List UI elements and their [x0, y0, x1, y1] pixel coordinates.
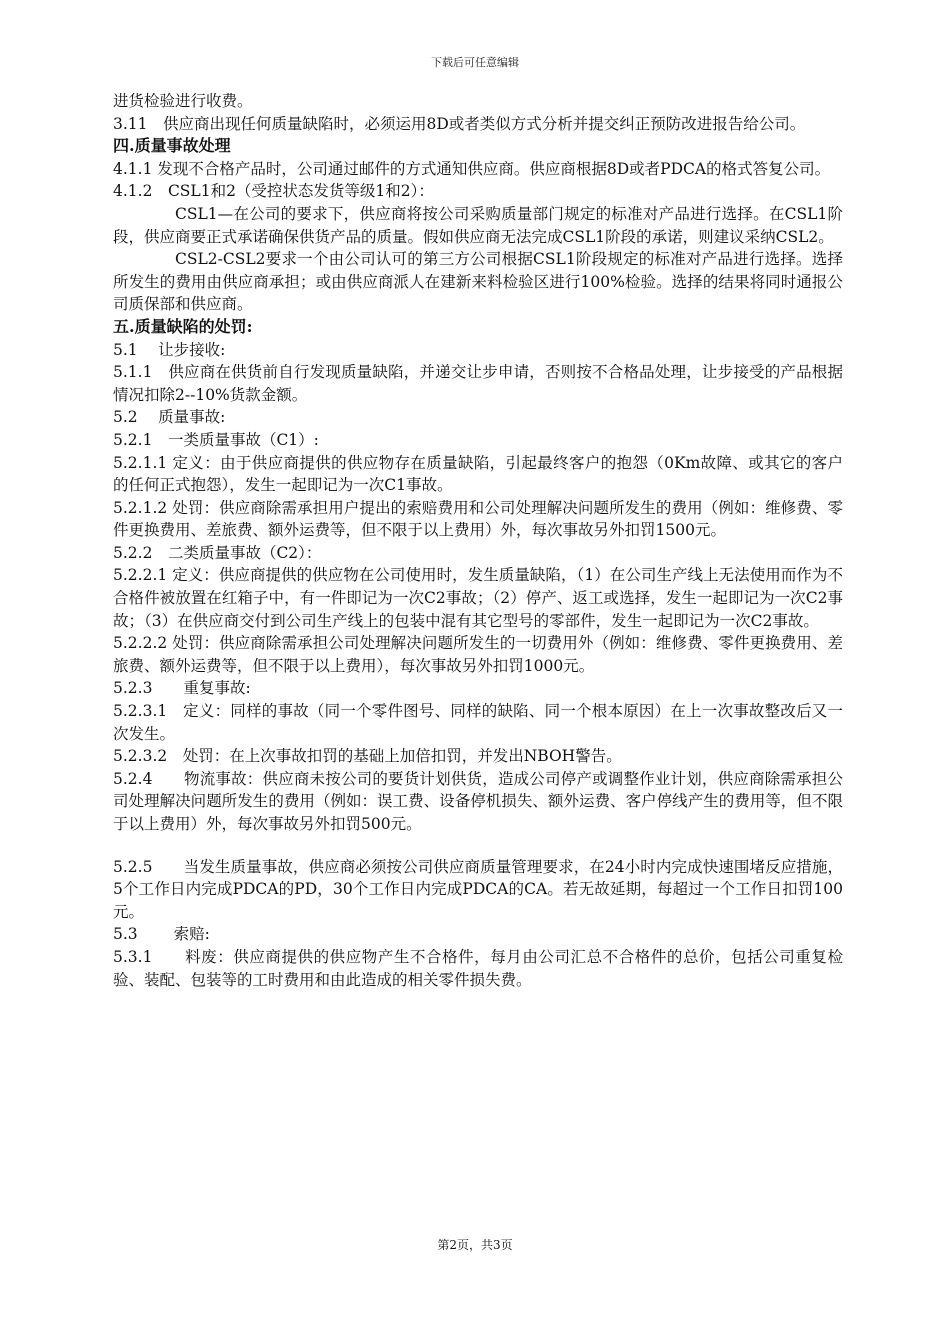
- paragraph: 5.2.1.1 定义：由于供应商提供的供应物存在质量缺陷，引起最终客户的抱怨（0Km故障、或其它的客户的任何正式抱怨），发生一起即记为一次C1事故。: [113, 453, 843, 495]
- page-footer: 第2页，共3页: [437, 1238, 513, 1252]
- paragraph: 5.1.1 供应商在供货前自行发现质量缺陷，并递交让步申请，否则按不合格品处理，让步接受的产品根据情况扣除2--10%货款金额。: [113, 363, 843, 404]
- paragraph: 5.3.1 料废：供应商提供的供应物产生不合格件，每月由公司汇总不合格件的总价，包括公司重复检验、装配、包装等的工时费用和由此造成的相关零件损失费。: [113, 947, 843, 989]
- paragraph: 5.2.5 当发生质量事故，供应商必须按公司供应商质量管理要求，在24小时内完成快速围堵反应措施，5个工作日内完成PDCA的PD，30个工作日内完成PDCA的CA。若无故延期，每超过一个工作日扣罚100元。: [113, 857, 843, 921]
- paragraph: 5.2.3 重复事故:: [113, 679, 251, 698]
- paragraph: 5.2.1 一类质量事故（C1）:: [113, 430, 319, 449]
- page-header: 下载后可任意编辑: [431, 56, 519, 69]
- paragraph: 3.11 供应商出现任何质量缺陷时，必须运用8D或者类似方式分析并提交纠正预防改进报告给公司。: [113, 114, 806, 133]
- paragraph: 进货检验进行收费。: [113, 92, 253, 110]
- paragraph: 5.1 让步接收:: [113, 340, 226, 359]
- document-body: [113, 90, 843, 991]
- section-heading: 四.质量事故处理: [113, 136, 231, 156]
- paragraph: 5.2.2 二类质量事故（C2）：: [113, 543, 322, 562]
- paragraph: 5.2.2.1 定义：供应商提供的供应物在公司使用时，发生质量缺陷，（1）在公司生产线上无法使用而作为不合格件被放置在红箱子中，有一件即记为一次C2事故；（2）停产、返工或选择，发生一起即记为一次C2事故；（3）在供应商交付到公司生产线上的包装中混有其它型号的零部件，发生一起即记为一次C2事故。: [113, 566, 843, 630]
- paragraph: 5.2.4 物流事故：供应商未按公司的要货计划供货，造成公司停产或调整作业计划，供应商除需承担公司处理解决问题所发生的费用（例如：误工费、设备停机损失、额外运费、客户停线产生的费用等，但不限于以上费用）外，每次事故另外扣罚500元。: [113, 769, 843, 833]
- paragraph: 5.2 质量事故:: [113, 408, 226, 427]
- paragraph: 4.1.2 CSL1和2（受控状态发货等级1和2）：: [113, 182, 434, 201]
- paragraph: CSL1—在公司的要求下，供应商将按公司采购质量部门规定的标准对产品进行选择。在CSL1阶段，供应商要正式承诺确保供货产品的质量。假如供应商无法完成CSL1阶段的承诺，则建议采纳CSL2。: [113, 204, 843, 246]
- paragraph: 5.2.3.2 处罚：在上次事故扣罚的基础上加倍扣罚，并发出NBOH警告。: [113, 747, 622, 766]
- paragraph: 5.2.1.2 处罚：供应商除需承担用户提出的索赔费用和公司处理解决问题所发生的费用（例如：维修费、零件更换费用、差旅费、额外运费等，但不限于以上费用）外，每次事故另外扣罚1500元。: [113, 498, 843, 540]
- paragraph: 5.2.2.2 处罚：供应商除需承担公司处理解决问题所发生的一切费用外（例如：维修费、零件更换费用、差旅费、额外运费等，但不限于以上费用），每次事故另外扣罚1000元。: [113, 634, 843, 675]
- section-heading: 五.质量缺陷的处罚:: [113, 316, 253, 336]
- paragraph: CSL2-CSL2要求一个由公司认可的第三方公司根据CSL1阶段规定的标准对产品进行选择。选择所发生的费用由供应商承担；或由供应商派人在建新来料检验区进行100%检验。选择的结果将同时通报公司质保部和供应商。: [113, 250, 843, 314]
- blank-line: [113, 836, 843, 856]
- paragraph: 5.3 索赔:: [113, 925, 210, 944]
- paragraph: 4.1.1 发现不合格产品时，公司通过邮件的方式通知供应商。供应商根据8D或者PDCA的格式答复公司。: [113, 159, 831, 178]
- paragraph: 5.2.3.1 定义：同样的事故（同一个零件图号、同样的缺陷、同一个根本原因）在上一次事故整改后又一次发生。: [113, 702, 843, 743]
